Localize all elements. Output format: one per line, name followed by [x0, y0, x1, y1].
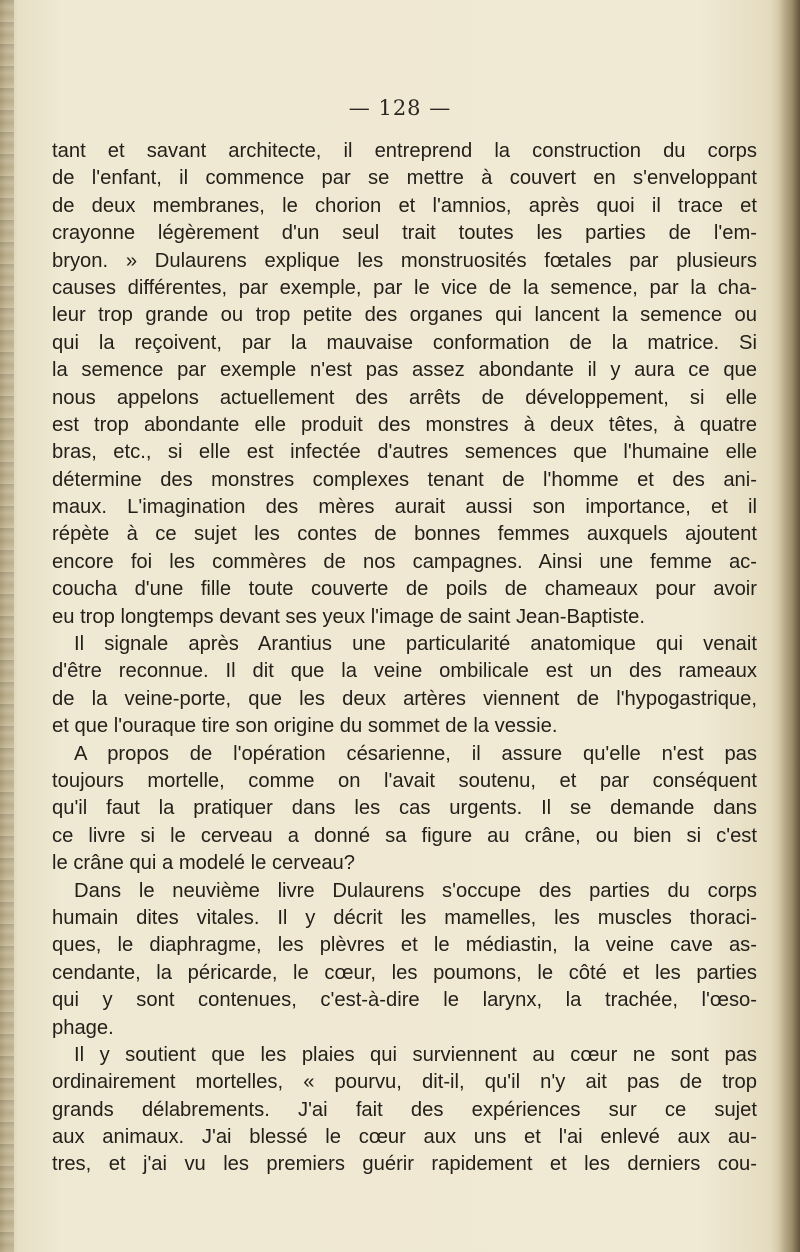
text-line: grands délabrements. J'ai fait des expériences sur ce sujet	[52, 1098, 757, 1121]
text-line: ce livre si le cerveau a donné sa figure au crâne, ou bien si c'est	[52, 824, 757, 847]
text-line: le crâne qui a modelé le cerveau?	[52, 852, 355, 875]
page-number: — 128 —	[348, 96, 452, 120]
text-line: humain dites vitales. Il y décrit les mamelles, les muscles thoraci-	[52, 906, 757, 929]
text-line: nous appelons actuellement des arrêts de développement, si elle	[52, 386, 757, 409]
text-line: ordinairement mortelles, « pourvu, dit-il, qu'il n'y ait pas de trop	[52, 1071, 757, 1094]
text-line: crayonne légèrement d'un seul trait toutes les parties de l'em-	[52, 222, 757, 245]
text-line: toujours mortelle, comme on l'avait soutenu, et par conséquent	[52, 769, 757, 792]
text-line: bryon. » Dulaurens explique les monstruosités fœtales par plusieurs	[52, 249, 757, 272]
text-line: bras, etc., si elle est infectée d'autres semences que l'humaine elle	[52, 441, 757, 464]
text-line: détermine des monstres complexes tenant de l'homme et des ani-	[52, 468, 757, 491]
text-line: eu trop longtemps devant ses yeux l'image de saint Jean-Baptiste.	[52, 605, 645, 628]
page-left-edge	[0, 0, 14, 1252]
text-line: de deux membranes, le chorion et l'amnios, après quoi il trace et	[52, 194, 757, 217]
text-line: qu'il faut la pratiquer dans les cas urgents. Il se demande dans	[52, 797, 757, 820]
text-line: ques, le diaphragme, les plèvres et le médiastin, la veine cave as-	[52, 934, 757, 957]
text-line: de la veine-porte, que les deux artères viennent de l'hypogastrique,	[52, 687, 757, 710]
text-line: est trop abondante elle produit des monstres à deux têtes, à quatre	[52, 413, 757, 436]
text-line: encore foi les commères de nos campagnes. Ainsi une femme ac-	[52, 550, 757, 573]
text-line: Il y soutient que les plaies qui surviennent au cœur ne sont pas	[74, 1043, 757, 1066]
text-line: causes différentes, par exemple, par le vice de la semence, par la cha-	[52, 276, 757, 299]
text-line: coucha d'une fille toute couverte de poils de chameaux pour avoir	[52, 578, 757, 601]
text-line: d'être reconnue. Il dit que la veine ombilicale est un des rameaux	[52, 660, 757, 683]
text-line: cendante, la péricarde, le cœur, les poumons, le côté et les parties	[52, 961, 757, 984]
text-line: Dans le neuvième livre Dulaurens s'occupe des parties du corps	[74, 879, 757, 902]
text-line: phage.	[52, 1016, 114, 1039]
text-line: et que l'ouraque tire son origine du sommet de la vessie.	[52, 715, 558, 738]
body-text	[52, 138, 757, 1179]
page-right-edge	[778, 0, 800, 1252]
text-line: de l'enfant, il commence par se mettre à couvert en s'enveloppant	[52, 167, 757, 190]
text-line: tres, et j'ai vu les premiers guérir rapidement et les derniers cou-	[52, 1153, 757, 1176]
text-line: la semence par exemple n'est pas assez abondante il y aura ce que	[52, 359, 757, 382]
text-line: A propos de l'opération césarienne, il assure qu'elle n'est pas	[74, 742, 757, 765]
text-line: leur trop grande ou trop petite des organes qui lancent la semence ou	[52, 304, 757, 327]
text-line: Il signale après Arantius une particularité anatomique qui venait	[74, 633, 757, 656]
text-line: maux. L'imagination des mères aurait aussi son importance, et il	[52, 496, 757, 519]
text-line: tant et savant architecte, il entreprend la construction du corps	[52, 140, 757, 162]
text-line: qui la reçoivent, par la mauvaise conformation de la matrice. Si	[52, 331, 757, 354]
text-line: aux animaux. J'ai blessé le cœur aux uns et l'ai enlevé aux au-	[52, 1126, 757, 1149]
text-line: qui y sont contenues, c'est-à-dire le larynx, la trachée, l'œso-	[52, 989, 757, 1012]
text-line: répète à ce sujet les contes de bonnes femmes auxquels ajoutent	[52, 523, 757, 546]
